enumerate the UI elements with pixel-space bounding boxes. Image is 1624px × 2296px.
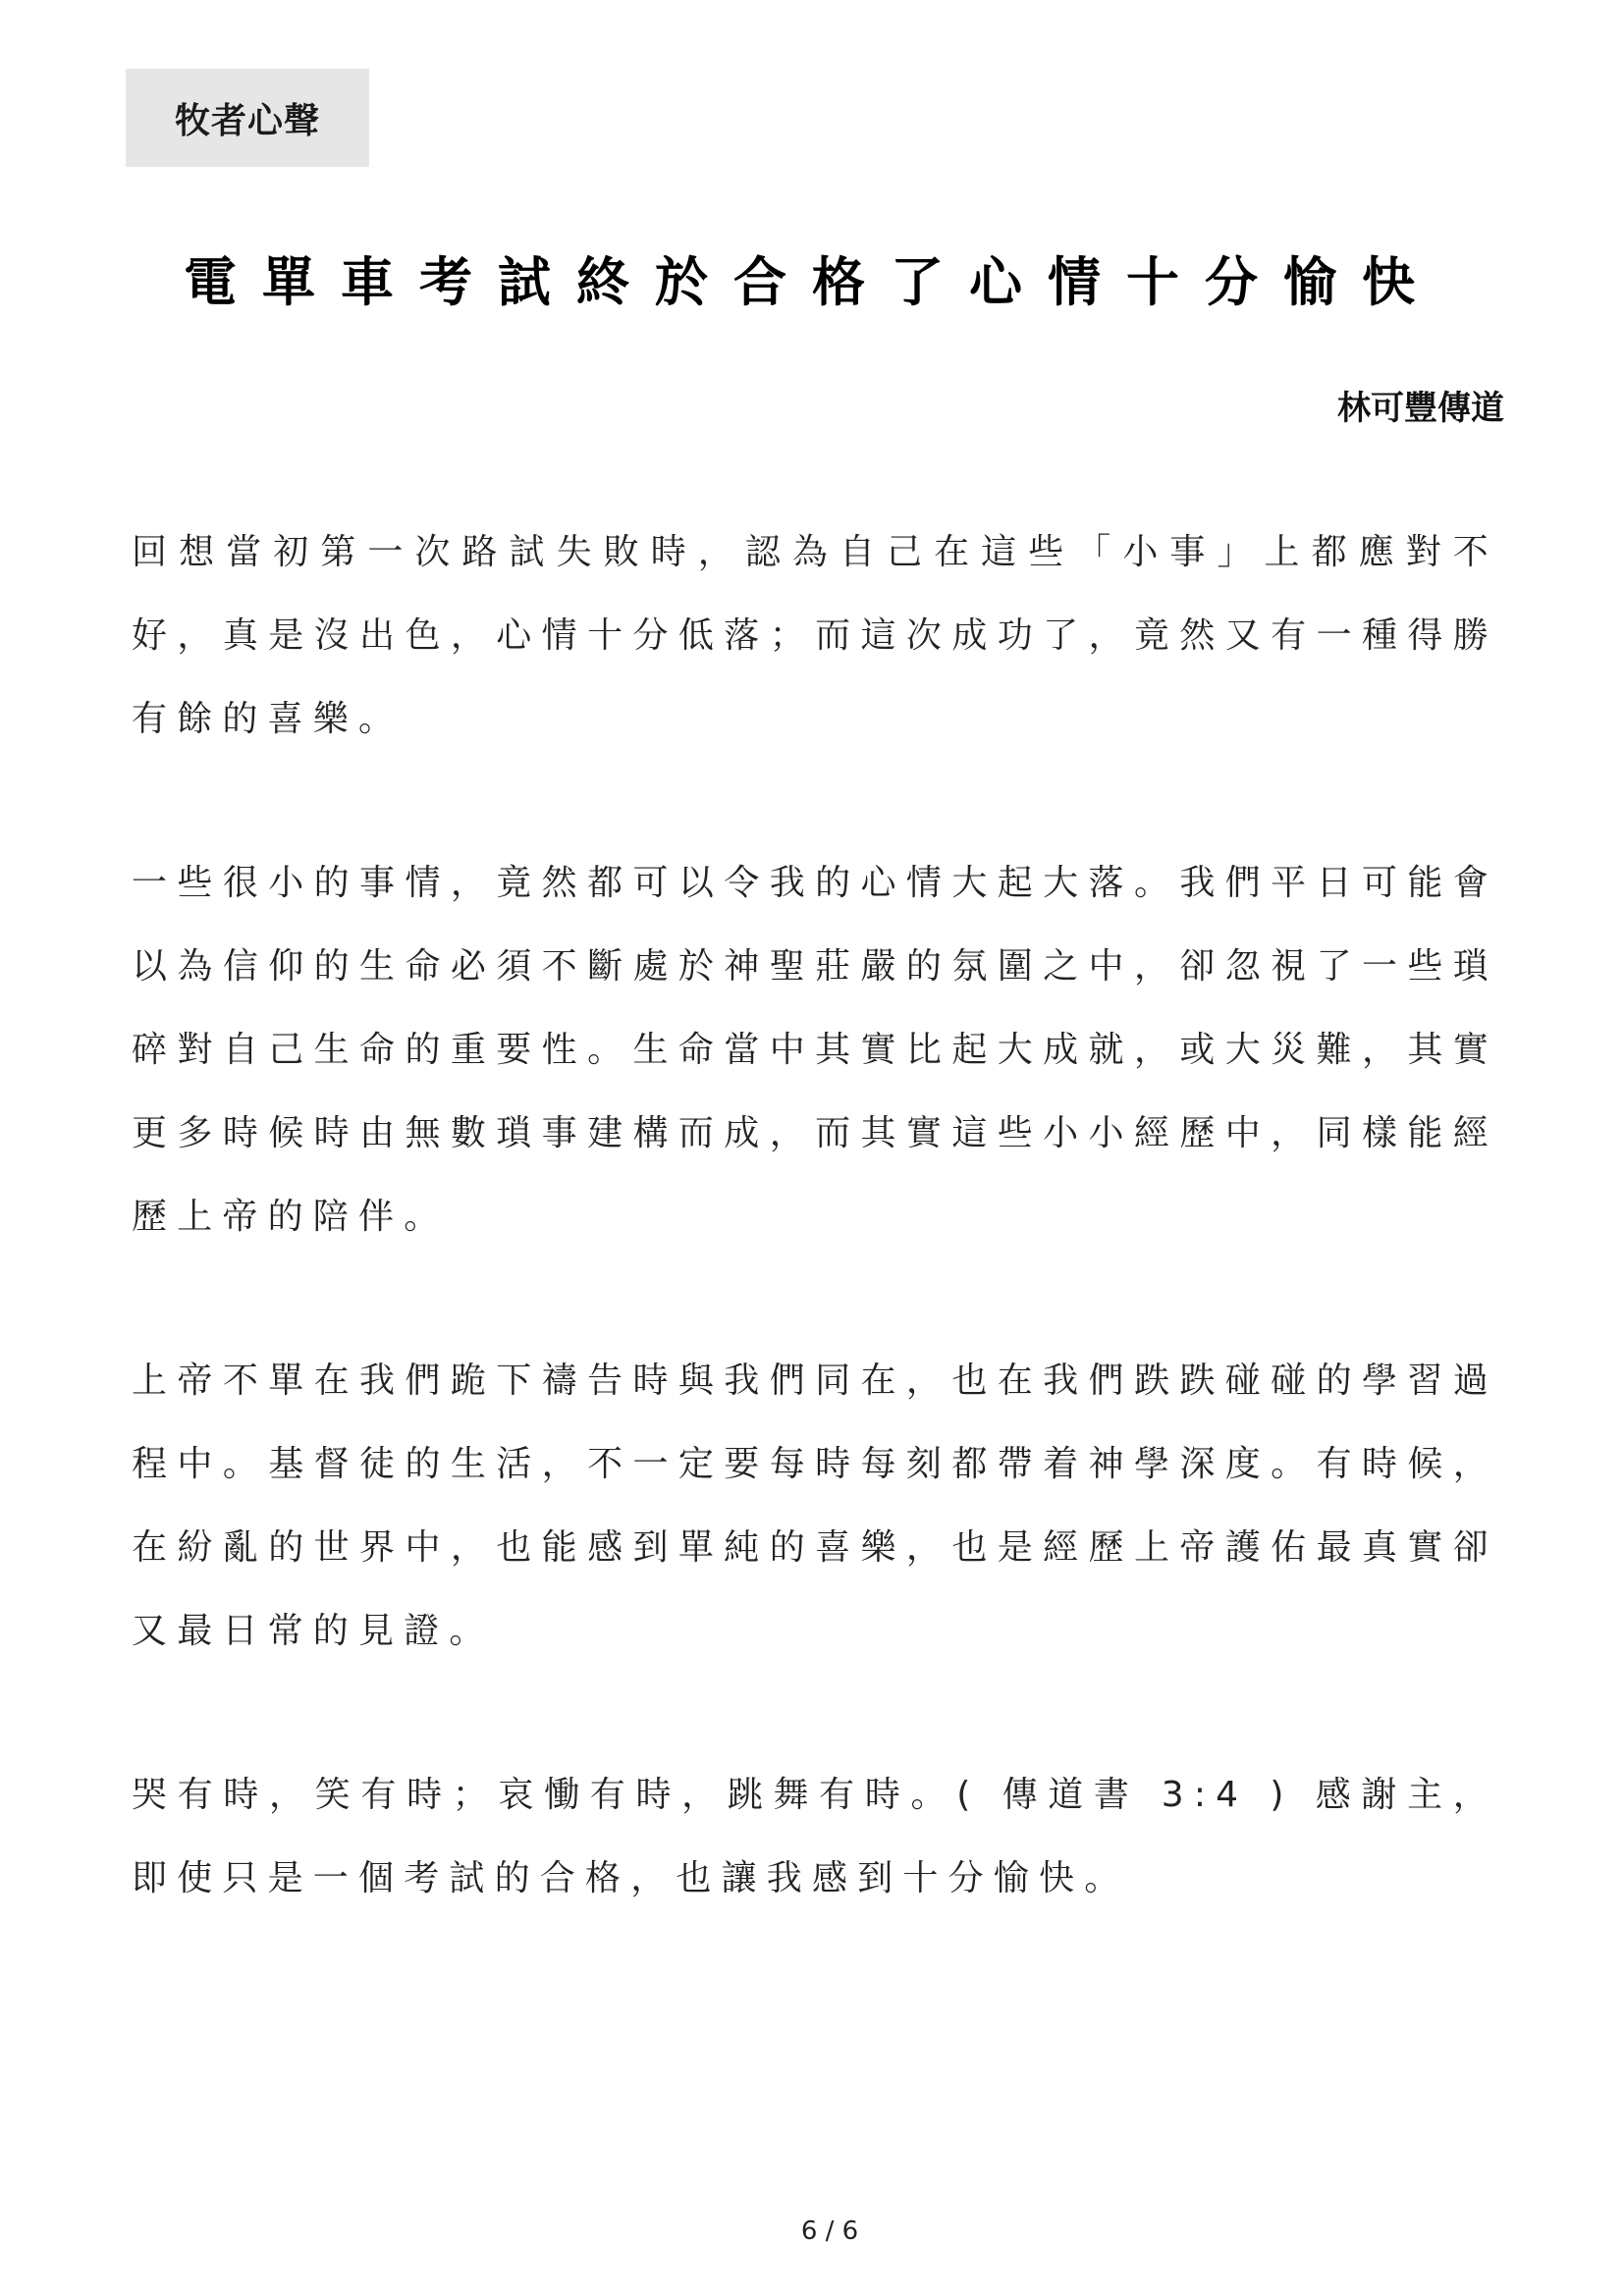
paragraph-3: 上帝不單在我們跪下禱告時與我們同在，也在我們跌跌碰碰的學習過程中。基督徒的生活，不一定要每時每刻都帶着神學深度。有時候，在紛亂的世界中，也能感到單純的喜樂，也是經歷上帝護佑最真實卻又最日常的見證。 xyxy=(132,1361,1498,1651)
article-body xyxy=(132,510,1498,2001)
paragraph-4: 哭有時，笑有時；哀慟有時，跳舞有時。( 傳道書 3:4 ) 感謝主，即使只是一個考試的合格，也讓我感到十分愉快。 xyxy=(132,1775,1498,1898)
page-number: 6 / 6 xyxy=(800,2216,859,2246)
article-title: 電單車考試終於合格了心情十分愉快 xyxy=(184,251,1440,313)
paragraph-1: 回想當初第一次路試失敗時，認為自己在這些「小事」上都應對不好，真是沒出色，心情十分低落；而這次成功了，竟然又有一種得勝有餘的喜樂。 xyxy=(132,532,1498,739)
paragraph-2: 一些很小的事情，竟然都可以令我的心情大起大落。我們平日可能會以為信仰的生命必須不斷處於神聖莊嚴的氛圍之中，卻忽視了一些瑣碎對自己生命的重要性。生命當中其實比起大成就，或大災難，其實更多時候時由無數瑣事建構而成，而其實這些小小經歷中，同樣能經歷上帝的陪伴。 xyxy=(132,863,1498,1237)
author-name: 林可豐傳道 xyxy=(1337,389,1504,428)
section-tag: 牧者心聲 xyxy=(126,69,369,167)
